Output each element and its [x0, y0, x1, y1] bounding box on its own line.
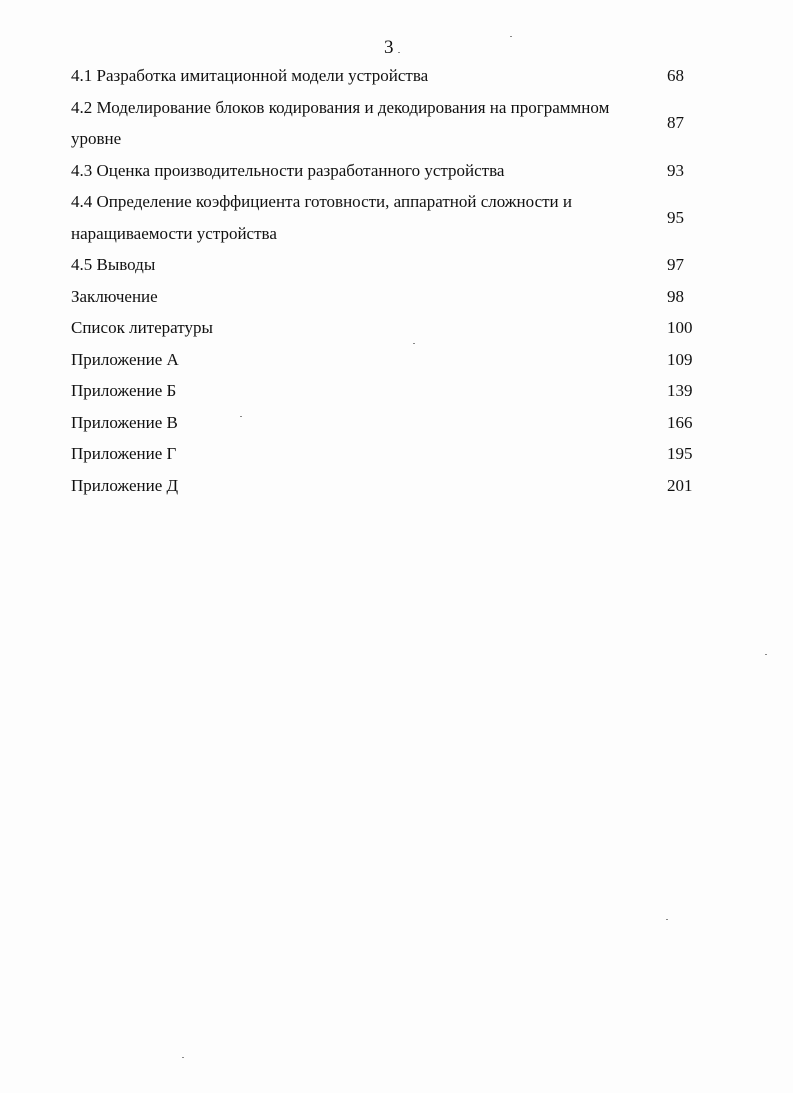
toc-entry-title: 4.4 Определение коэффициента готовности, аппаратной сложности и наращиваемости устройства	[71, 192, 572, 243]
toc-entry	[71, 407, 721, 439]
scan-speck	[240, 416, 242, 417]
scan-speck	[413, 343, 415, 344]
toc-entry-page: 201	[667, 475, 693, 495]
toc-entry-page: 98	[667, 286, 684, 306]
scan-speck	[182, 1057, 184, 1058]
toc-entry	[71, 60, 721, 92]
toc-entry-page: 97	[667, 255, 684, 274]
toc-entry-page: 100	[667, 318, 693, 337]
toc-entry	[71, 155, 721, 187]
toc-entry	[71, 312, 721, 344]
table-of-contents	[71, 60, 721, 501]
toc-entry-page: 195	[667, 444, 693, 463]
toc-entry-title: 4.1 Разработка имитационной модели устройства	[71, 66, 429, 85]
toc-entry-title: Приложение А	[71, 349, 179, 369]
toc-entry	[71, 249, 721, 281]
scan-speck	[398, 52, 400, 53]
toc-entry	[71, 186, 721, 249]
toc-entry-title: 4.2 Моделирование блоков кодирования и декодирования на программном уровне	[71, 97, 610, 148]
toc-entry-title: 4.3 Оценка производительности разработанного устройства	[71, 160, 505, 180]
toc-entry-title: Приложение Д	[71, 475, 179, 495]
toc-entry-title: Заключение	[71, 286, 158, 306]
toc-entry	[71, 344, 721, 376]
scan-speck	[765, 654, 767, 655]
toc-entry-title: Приложение В	[71, 412, 178, 432]
scan-speck	[666, 919, 668, 920]
toc-entry-title: 4.5 Выводы	[71, 255, 156, 274]
toc-entry-page: 68	[667, 66, 684, 85]
toc-entry	[71, 92, 721, 155]
scan-speck	[510, 36, 512, 37]
toc-entry-title: Список литературы	[71, 318, 213, 337]
toc-entry	[71, 375, 721, 407]
toc-entry-title: Приложение Г	[71, 444, 177, 463]
toc-entry	[71, 438, 721, 470]
toc-entry-page: 166	[667, 412, 693, 432]
toc-entry-title: Приложение Б	[71, 381, 177, 400]
toc-entry-page: 93	[667, 160, 684, 180]
toc-entry	[71, 470, 721, 502]
toc-entry-page: 95	[667, 207, 684, 227]
toc-entry-page: 87	[667, 113, 684, 133]
page-number: 3	[384, 37, 394, 58]
toc-entry-page: 139	[667, 381, 693, 400]
toc-entry-page: 109	[667, 349, 693, 369]
toc-entry	[71, 281, 721, 313]
